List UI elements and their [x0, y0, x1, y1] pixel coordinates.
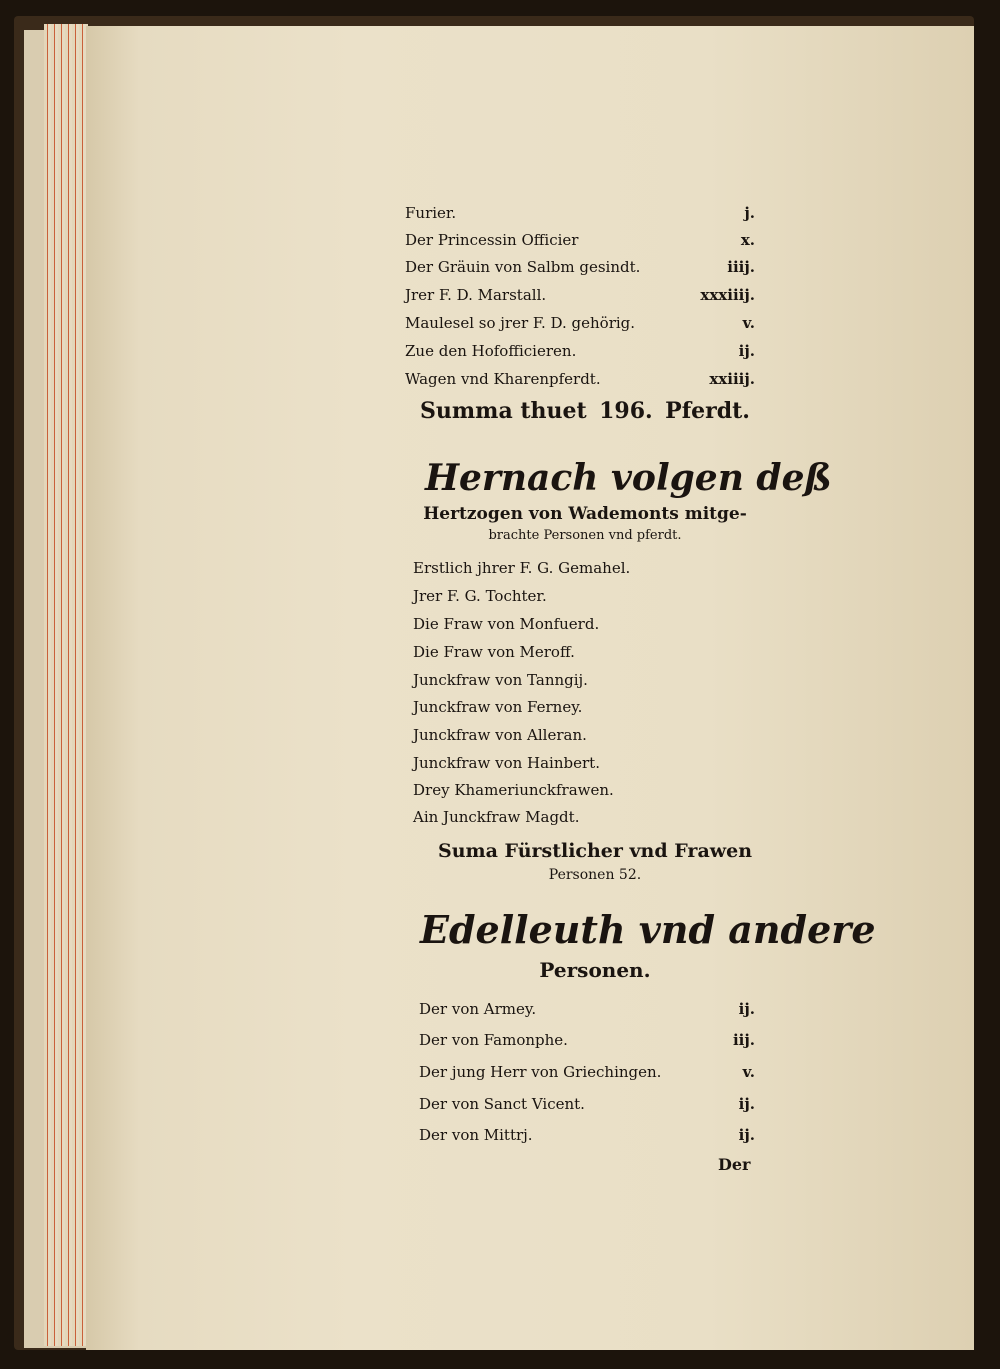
list-item — [405, 310, 755, 336]
list-item — [419, 1122, 755, 1148]
list-item — [419, 1091, 755, 1117]
item-label: Der von Mittrj. — [419, 1126, 533, 1144]
list-item — [405, 282, 755, 308]
list-item: Ain Junckfraw Magdt. — [413, 808, 580, 826]
item-count: ij. — [738, 1126, 755, 1144]
item-count: ij. — [738, 342, 755, 360]
item-label: Der von Famonphe. — [419, 1031, 568, 1049]
catchword: Der — [718, 1155, 751, 1174]
list-item — [419, 996, 755, 1022]
list-item: Jrer F. G. Tochter. — [413, 587, 547, 605]
summa-persons-count: Personen 52. — [548, 867, 642, 883]
section-heading: Edelleuth vnd andere — [420, 907, 876, 952]
item-label: Der von Armey. — [419, 1000, 537, 1018]
item-label: Der Princessin Officier — [405, 231, 579, 249]
list-item: Die Fraw von Monfuerd. — [413, 615, 600, 633]
list-item — [405, 254, 755, 280]
item-label: Jrer F. D. Marstall. — [405, 286, 547, 304]
summa-number: 196. — [599, 398, 653, 424]
item-label: Maulesel so jrer F. D. gehörig. — [405, 314, 636, 332]
list-item: Junckfraw von Ferney. — [413, 698, 583, 716]
summa-unit: Pferdt. — [665, 398, 750, 424]
list-item: Junckfraw von Hainbert. — [413, 754, 600, 772]
section-subheading: Hertzogen von Wademonts mitge- — [423, 504, 747, 524]
summa-word: Summa thuet — [420, 398, 587, 424]
item-count: xxiiij. — [709, 370, 755, 388]
list-item — [405, 227, 755, 253]
section-subheading-continued: brachte Personen vnd pferdt. — [488, 528, 682, 543]
list-item — [405, 366, 755, 392]
summa-total — [420, 398, 750, 424]
list-item — [405, 200, 755, 226]
red-page-edges — [44, 24, 88, 1346]
list-item — [405, 338, 755, 364]
section-subheading: Personen. — [539, 958, 651, 982]
item-label: Zue den Hofofficieren. — [405, 342, 577, 360]
item-count: iiij. — [727, 258, 755, 276]
list-item: Junckfraw von Alleran. — [413, 726, 587, 744]
list-item: Drey Khameriunckfrawen. — [413, 781, 614, 799]
item-label: Furier. — [405, 204, 457, 222]
item-count: x. — [740, 231, 755, 249]
section-heading: Hernach volgen deß — [425, 457, 832, 499]
item-label: Der von Sanct Vicent. — [419, 1095, 585, 1113]
item-count: ij. — [738, 1000, 755, 1018]
item-count: xxxiiij. — [700, 286, 755, 304]
list-item: Junckfraw von Tanngij. — [413, 671, 588, 689]
item-label: Der Gräuin von Salbm gesindt. — [405, 258, 641, 276]
list-item — [419, 1059, 755, 1085]
item-label: Der jung Herr von Griechingen. — [419, 1063, 662, 1081]
item-count: ij. — [738, 1095, 755, 1113]
summa-persons: Suma Fürstlicher vnd Frawen — [437, 840, 753, 862]
item-count: v. — [742, 1063, 755, 1081]
item-count: v. — [742, 314, 755, 332]
list-item: Die Fraw von Meroff. — [413, 643, 575, 661]
list-item — [419, 1027, 755, 1053]
item-count: iij. — [732, 1031, 755, 1049]
item-count: j. — [744, 204, 755, 222]
item-label: Wagen vnd Kharenpferdt. — [405, 370, 601, 388]
list-item: Erstlich jhrer F. G. Gemahel. — [413, 559, 631, 577]
